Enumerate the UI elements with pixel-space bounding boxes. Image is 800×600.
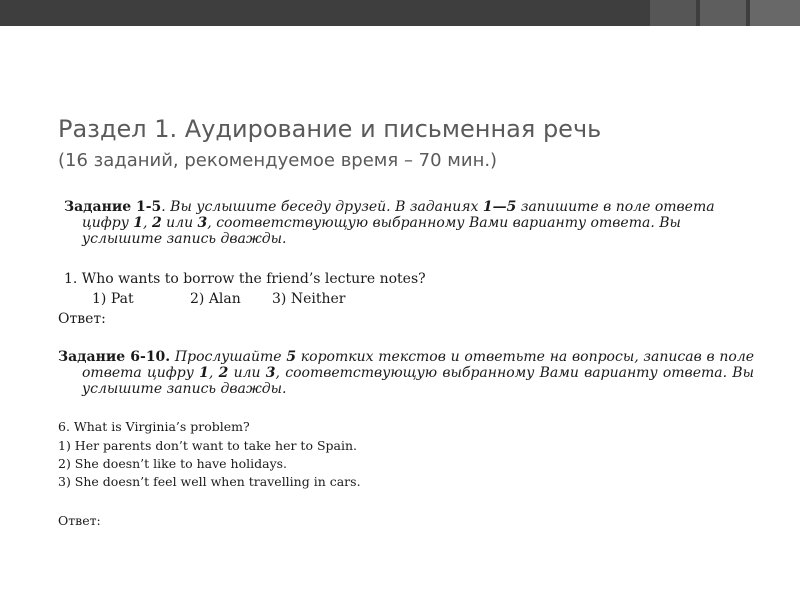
task-text: или [161,215,198,231]
question-1-options [92,290,345,308]
answer-label: Ответ: [58,311,106,327]
task-text: или [228,365,266,381]
task-range: 1—5 [482,199,517,215]
task-text: . Вы услышите беседу друзей. В заданиях [161,199,483,215]
top-bar-accent [650,0,696,26]
question-6-option-1: 1) Her parents don’t want to take her to Spain. [58,438,357,453]
option-2: 2) Alan [190,291,241,307]
task-1-5-instructions [64,199,722,247]
task-text: запишите в поле ответа цифру [82,199,715,231]
digit: 2 [218,365,229,381]
digit: 1 [133,215,144,231]
task-text: , [208,365,219,381]
digit: 2 [151,215,162,231]
task-label: Задание 1-5 [64,199,162,215]
digit: 3 [265,365,276,381]
digit: 1 [199,365,209,381]
task-text: , соответствующую выбранному Вами варианту ответа. Вы услышите запись дважды. [82,215,681,247]
top-bar [0,0,800,26]
question-1: 1. Who wants to borrow the friend’s lecture notes? [64,271,426,287]
task-label: Задание 6-10. [58,349,171,365]
task-text: , [143,215,152,231]
task-text: коротких текстов и ответьте на вопросы, записав в поле ответа цифру [82,349,755,381]
digit: 3 [197,215,208,231]
option-3: 3) Neither [272,291,346,307]
question-6-option-3: 3) She doesn’t feel well when travelling in cars. [58,474,361,489]
title-subtitle: (16 заданий, рекомендуемое время – 70 мин.) [58,150,498,171]
question-6: 6. What is Virginia’s problem? [58,419,250,434]
title-main: Раздел 1. Аудирование и письменная речь [58,115,602,143]
slide-title [58,114,778,175]
top-bar-accent [750,0,800,26]
answer-label: Ответ: [58,513,101,528]
task-text: Прослушайте [170,349,287,365]
question-6-option-2: 2) She doesn’t like to have holidays. [58,456,288,471]
option-1: 1) Pat [92,291,134,307]
top-bar-accent [700,0,746,26]
digit: 5 [286,349,297,365]
task-6-10-instructions [58,349,755,397]
task-text: , соответствующую выбранному Вами варианту ответа. Вы услышите запись дважды. [82,365,754,397]
